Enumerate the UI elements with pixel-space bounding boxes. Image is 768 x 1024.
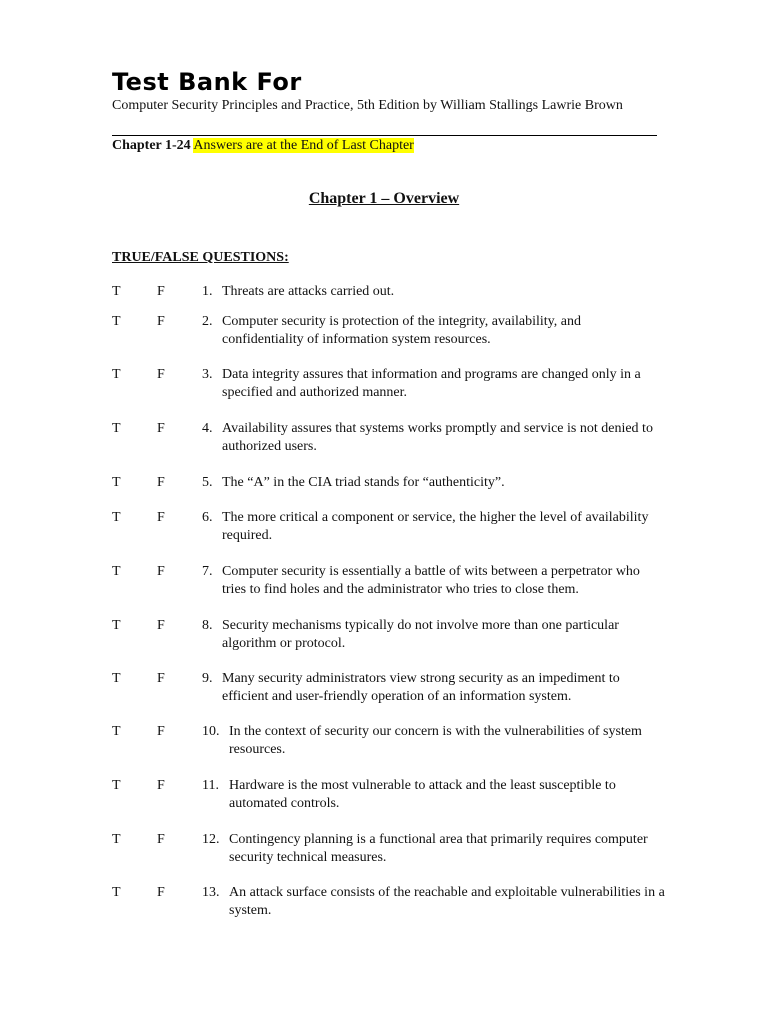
- false-option[interactable]: F: [157, 564, 165, 579]
- question-text: Data integrity assures that information and programs are changed only in a specified and authorized manner.: [222, 367, 641, 400]
- true-option[interactable]: T: [112, 421, 121, 436]
- book-subtitle: Computer Security Principles and Practice, 5th Edition by William Stallings Lawrie Brown: [112, 98, 623, 113]
- true-option[interactable]: T: [112, 724, 121, 739]
- question-text: Threats are attacks carried out.: [222, 284, 395, 299]
- question-number: 11.: [202, 778, 219, 793]
- true-option[interactable]: T: [112, 778, 121, 793]
- false-option[interactable]: F: [157, 314, 165, 329]
- chapter-range: Chapter 1-24: [112, 138, 191, 153]
- question-number: 10.: [202, 724, 220, 739]
- question-item: [112, 474, 672, 514]
- question-number: 3.: [202, 367, 213, 382]
- question-number: 4.: [202, 421, 213, 436]
- question-text: Hardware is the most vulnerable to attack and the least susceptible to automated controls.: [229, 778, 616, 811]
- true-option[interactable]: T: [112, 314, 121, 329]
- true-option[interactable]: T: [112, 618, 121, 633]
- question-number: 13.: [202, 885, 220, 900]
- false-option[interactable]: F: [157, 724, 165, 739]
- false-option[interactable]: F: [157, 421, 165, 436]
- false-option[interactable]: F: [157, 367, 165, 382]
- question-number: 1.: [202, 284, 213, 299]
- question-text: Security mechanisms typically do not involve more than one particular algorithm or protocol.: [222, 618, 619, 651]
- document-title: Test Bank For: [112, 68, 302, 96]
- question-number: 5.: [202, 475, 213, 490]
- true-option[interactable]: T: [112, 284, 121, 299]
- question-number: 9.: [202, 671, 213, 686]
- question-text: The more critical a component or service, the higher the level of availability required.: [222, 510, 649, 543]
- true-option[interactable]: T: [112, 671, 121, 686]
- true-option[interactable]: T: [112, 475, 121, 490]
- true-option[interactable]: T: [112, 367, 121, 382]
- false-option[interactable]: F: [157, 778, 165, 793]
- question-number: 2.: [202, 314, 213, 329]
- question-number: 7.: [202, 564, 213, 579]
- true-option[interactable]: T: [112, 564, 121, 579]
- chapter-heading: Chapter 1 – Overview: [308, 190, 460, 207]
- question-item: [112, 777, 672, 817]
- question-text: In the context of security our concern is with the vulnerabilities of system resources.: [229, 724, 642, 757]
- false-option[interactable]: F: [157, 832, 165, 847]
- question-item: [112, 617, 672, 657]
- question-item: [112, 670, 672, 710]
- section-heading: TRUE/FALSE QUESTIONS:: [112, 250, 289, 265]
- question-item: [112, 831, 672, 871]
- question-text: The “A” in the CIA triad stands for “authenticity”.: [222, 475, 505, 490]
- false-option[interactable]: F: [157, 475, 165, 490]
- question-number: 12.: [202, 832, 220, 847]
- answers-note: Answers are at the End of Last Chapter: [193, 138, 414, 153]
- question-text: Contingency planning is a functional area that primarily requires computer security technical measures.: [229, 832, 648, 865]
- question-item: [112, 563, 672, 603]
- true-option[interactable]: T: [112, 885, 121, 900]
- question-item: [112, 366, 672, 406]
- question-text: Many security administrators view strong security as an impediment to efficient and user-friendly operation of an information system.: [222, 671, 620, 704]
- true-option[interactable]: T: [112, 510, 121, 525]
- question-text: Availability assures that systems works promptly and service is not denied to authorized users.: [222, 421, 653, 454]
- question-text: An attack surface consists of the reachable and exploitable vulnerabilities in a system.: [229, 885, 665, 918]
- false-option[interactable]: F: [157, 284, 165, 299]
- chapter-heading-wrapper: [0, 190, 768, 208]
- question-text: Computer security is protection of the integrity, availability, and confidentiality of information system resources.: [222, 314, 581, 347]
- question-text: Computer security is essentially a battle of wits between a perpetrator who tries to find holes and the administrator who tries to close them.: [222, 564, 640, 597]
- question-item: [112, 420, 672, 460]
- question-item: [112, 723, 672, 763]
- question-item: [112, 313, 672, 353]
- false-option[interactable]: F: [157, 885, 165, 900]
- header-divider: [112, 135, 657, 136]
- question-item: [112, 509, 672, 549]
- true-option[interactable]: T: [112, 832, 121, 847]
- question-number: 8.: [202, 618, 213, 633]
- question-item: [112, 884, 672, 924]
- question-number: 6.: [202, 510, 213, 525]
- false-option[interactable]: F: [157, 618, 165, 633]
- chapter-range-line: [112, 137, 414, 155]
- false-option[interactable]: F: [157, 510, 165, 525]
- false-option[interactable]: F: [157, 671, 165, 686]
